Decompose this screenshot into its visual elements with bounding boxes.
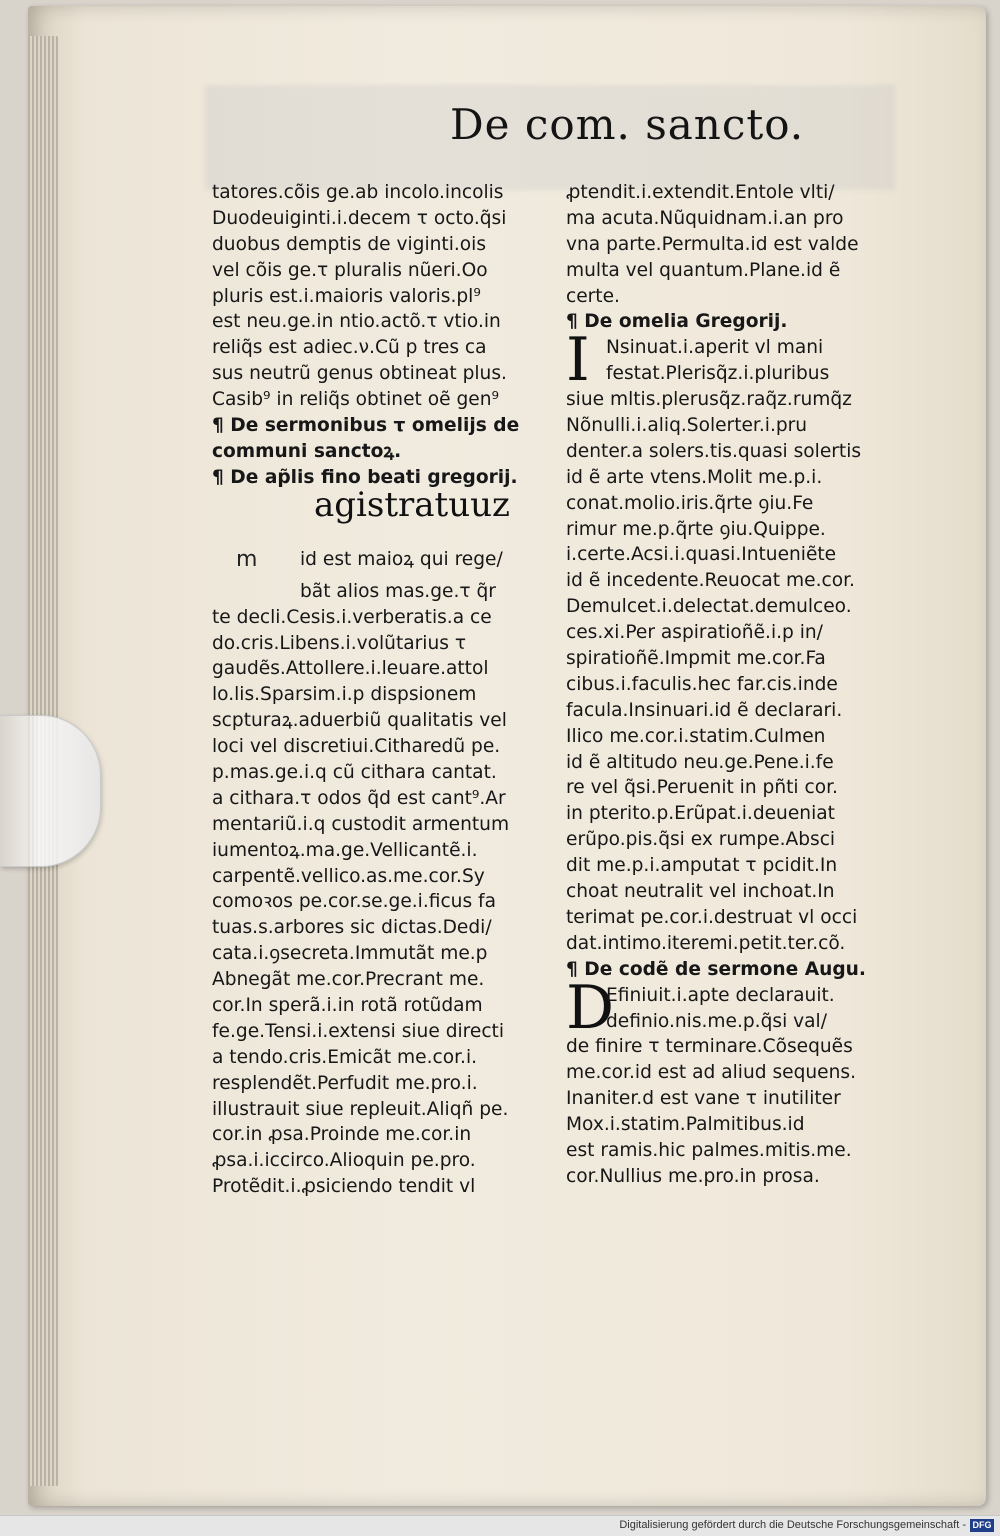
text-line: loci vel discretiui.Citharedũ pe. bbox=[212, 736, 501, 758]
text-line: facula.Insinuari.id ẽ declarari. bbox=[566, 699, 843, 721]
text-line: scpturaꝝ.aduerbiũ qualitatis vel bbox=[212, 710, 507, 732]
text-line: vna parte.Permulta.id est valde bbox=[566, 233, 859, 255]
text-line: Efiniuit.i.apte declarauit. bbox=[606, 984, 835, 1006]
text-line: multa vel quantum.Plane.id ẽ bbox=[566, 259, 841, 281]
text-line: definio.nis.me.p.q̃si val/ bbox=[606, 1010, 827, 1032]
text-line: siue mltis.plerusq̃z.raq̃z.rumq̃z bbox=[566, 389, 852, 411]
text-line: resplendẽt.Perfudit me.pro.i. bbox=[212, 1072, 478, 1094]
text-line: Demulcet.i.delectat.demulceo. bbox=[566, 596, 852, 618]
text-line: a tendo.cris.Emicãt me.cor.i. bbox=[212, 1046, 478, 1068]
text-line: Protẽdit.i.ꝓsiciendo tendit vl bbox=[212, 1176, 476, 1198]
text-line: illustrauit siue repleuit.Aliqñ pe. bbox=[212, 1098, 509, 1120]
section-heading: ¶ De codẽ de sermone Augu. bbox=[566, 958, 866, 980]
text-line: ces.xi.Per aspiratioñẽ.i.p in/ bbox=[566, 622, 823, 644]
text-line: terimat pe.cor.i.destruat vl occi bbox=[566, 906, 858, 928]
text-line: id ẽ incedente.Reuocat me.cor. bbox=[566, 570, 855, 592]
section-heading: ¶ De omelia Gregorij. bbox=[566, 311, 788, 333]
text-line: festat.Plerisq̃z.i.pluribus bbox=[606, 363, 830, 385]
text-line: re vel q̃si.Peruenit in pñti cor. bbox=[566, 777, 838, 799]
text-line: cor.In sperã.i.in rotã rotũdam bbox=[212, 994, 483, 1016]
text-line: lo.lis.Sparsim.i.p dispsionem bbox=[212, 684, 477, 706]
text-line: dit me.p.i.amputat τ pcidit.In bbox=[566, 855, 838, 877]
text-line: tatores.cõis ge.ab incolo.incolis bbox=[212, 182, 504, 203]
text-line: denter.a solers.tis.quasi solertis bbox=[566, 440, 862, 462]
text-line: erũpo.pis.q̃si ex rumpe.Absci bbox=[566, 829, 836, 851]
initial-block bbox=[212, 484, 552, 579]
initial-letter: D bbox=[566, 972, 615, 1043]
text-line: i.certe.Acsi.i.quasi.Intueniẽte bbox=[566, 544, 837, 566]
text-line: pluris est.i.maioris valoris.pl⁹ bbox=[212, 285, 481, 307]
display-word: agistratuuz bbox=[314, 484, 510, 525]
text-line: rimur me.p.q̃rte ꝯiu.Quippe. bbox=[566, 518, 826, 540]
text-line: conat.molio.iris.q̃rte ꝯiu.Fe bbox=[566, 492, 814, 514]
text-line: id ẽ arte vtens.Molit me.p.i. bbox=[566, 466, 823, 488]
text-line: p.mas.ge.i.q cũ cithara cantat. bbox=[212, 761, 497, 783]
text-line: Nõnulli.i.aliq.Solerter.i.pru bbox=[566, 415, 808, 437]
initial-paragraph bbox=[566, 325, 901, 396]
text-line: comoꝛos pe.cor.se.ge.i.ficus fa bbox=[212, 891, 496, 913]
text-line: iumentoꝝ.ma.ge.Vellicantẽ.i. bbox=[212, 839, 478, 861]
text-line: tuas.s.arbores sic dictas.Dedi/ bbox=[212, 917, 492, 939]
text-line: cibus.i.faculis.hec far.cis.inde bbox=[566, 673, 838, 695]
text-line: certe. bbox=[566, 285, 620, 307]
initial-letter: I bbox=[566, 325, 590, 396]
text-line: Inaniter.d est vane τ inutiliter bbox=[566, 1088, 841, 1110]
text-line: carpentẽ.vellico.as.me.cor.Sy bbox=[212, 865, 485, 887]
running-head: De com. sancto. bbox=[450, 100, 805, 149]
text-line: est ramis.hic palmes.mitis.me. bbox=[566, 1139, 852, 1161]
text-line: vel cõis ge.τ pluralis nũeri.Oo bbox=[212, 259, 488, 281]
text-line: a cithara.τ odos q̃d est cant⁹.Ar bbox=[212, 787, 506, 809]
right-column bbox=[566, 180, 901, 1190]
text-line: te decli.Cesis.i.verberatis.a ce bbox=[212, 606, 492, 628]
text-line: de finire τ terminare.Cõsequẽs bbox=[566, 1036, 853, 1058]
footer-bar bbox=[0, 1515, 1000, 1536]
text-line: Casib⁹ in reliq̃s obtinet oẽ gen⁹ bbox=[212, 389, 499, 411]
text-line: id est maioꝝ qui rege/ bbox=[300, 548, 503, 570]
text-line: ꝓtendit.i.extendit.Entole vlti/ bbox=[566, 182, 835, 203]
text-line: reliq̃s est adiec.ν.Cũ p tres ca bbox=[212, 337, 487, 359]
text-line: est neu.ge.in ntio.actõ.τ vtio.in bbox=[212, 311, 501, 333]
text-line: id ẽ altitudo neu.ge.Pene.i.fe bbox=[566, 751, 834, 773]
left-column bbox=[212, 180, 552, 1200]
text-line: spiratioñẽ.Impmit me.cor.Fa bbox=[566, 648, 826, 670]
text-line: sus neutrũ genus obtineat plus. bbox=[212, 363, 507, 385]
funding-credit: Digitalisierung gefördert durch die Deutsche Forschungsgemeinschaft - bbox=[619, 1519, 966, 1531]
text-line: Mox.i.statim.Palmitibus.id bbox=[566, 1114, 805, 1136]
text-line: ma acuta.Nũquidnam.i.an pro bbox=[566, 207, 844, 229]
text-line: choat neutralit vel inchoat.In bbox=[566, 881, 835, 903]
text-line: gaudẽs.Attollere.i.leuare.attol bbox=[212, 658, 489, 680]
initial-paragraph bbox=[566, 972, 901, 1043]
text-line: do.cris.Libens.i.volũtarius τ bbox=[212, 632, 467, 654]
initial-letter: m bbox=[236, 546, 258, 572]
text-line: fe.ge.Tensi.i.extensi siue directi bbox=[212, 1020, 505, 1042]
text-line: Duodeuiginti.i.decem τ octo.q̃si bbox=[212, 207, 507, 229]
text-line: Nsinuat.i.aperit vl mani bbox=[606, 337, 824, 359]
left-lines-bottom bbox=[212, 579, 552, 1200]
section-heading: ¶ De sermonibus τ omelijs de communi sanctoꝝ. bbox=[212, 415, 520, 462]
text-line: me.cor.id est ad aliud sequens. bbox=[566, 1062, 856, 1084]
text-line: ꝓsa.i.iccirco.Alioquin pe.pro. bbox=[212, 1150, 476, 1172]
section-heading: ¶ De ap̃lis fino beati gregorij. bbox=[212, 466, 518, 488]
text-line: Ilico me.cor.i.statim.Culmen bbox=[566, 725, 826, 747]
text-line: cata.i.ꝯsecreta.Immutãt me.p bbox=[212, 943, 488, 965]
text-line: cor.Nullius me.pro.in prosa. bbox=[566, 1165, 820, 1187]
left-lines-top bbox=[212, 180, 552, 413]
text-line: mentariũ.i.q custodit armentum bbox=[212, 813, 510, 835]
page-clip bbox=[0, 715, 101, 867]
text-line: duobus demptis de viginti.ois bbox=[212, 233, 487, 255]
text-line: dat.intimo.iteremi.petit.ter.cõ. bbox=[566, 932, 846, 954]
text-line: Abnegãt me.cor.Precrant me. bbox=[212, 969, 485, 991]
dfg-logo[interactable]: DFG bbox=[970, 1519, 994, 1532]
text-line: cor.in ꝓsa.Proinde me.cor.in bbox=[212, 1124, 472, 1146]
text-line: bãt alios mas.ge.τ q̃r bbox=[300, 580, 496, 602]
text-line: in pterito.p.Erũpat.i.deueniat bbox=[566, 803, 835, 825]
